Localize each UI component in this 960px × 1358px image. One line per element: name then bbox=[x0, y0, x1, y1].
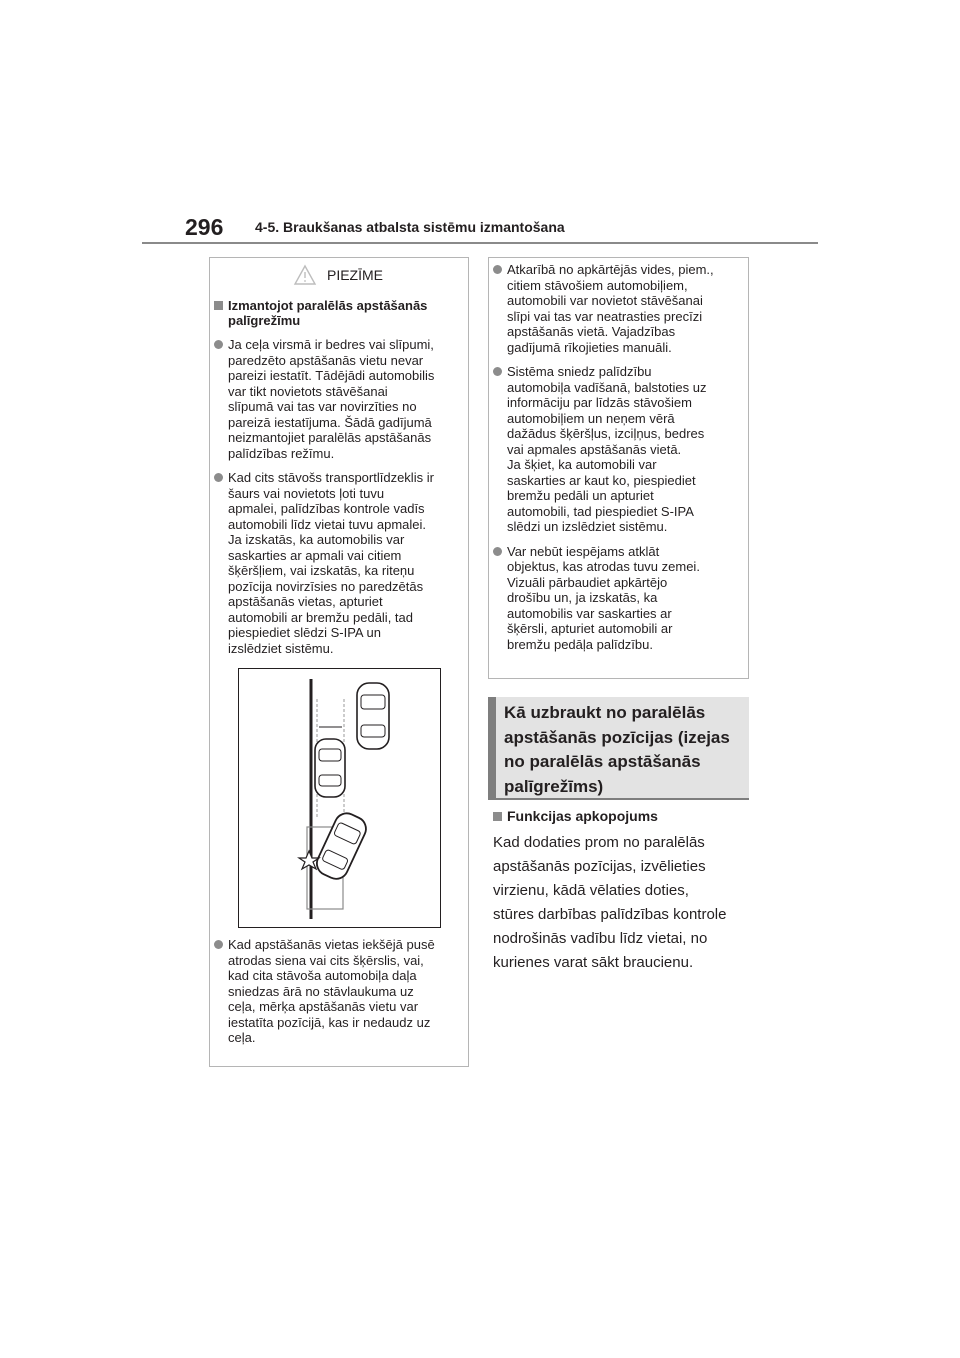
note-box-left bbox=[209, 257, 469, 1067]
maneuvering-car bbox=[313, 809, 370, 882]
note-bullet-2: Kad cits stāvošs transportlīdzeklis ir šaurs vai novietots ļoti tuvu apmalei, palīdzības kontrole vadīs automobili līdz vietai tuvu apmalei. Ja izskatās, ka automobilis var saskarties ar apmali vai citiem šķēršļiem, vai izskatās, ka riteņu pozīcija novirzīsies no paredzētās apstāšanās vietas, apturiet automobili ar bremžu pedāli, tad piespiediet slēdzi S-IPA un izslēdziet sistēmu. bbox=[214, 470, 462, 656]
note-title: PIEZĪME bbox=[326, 267, 383, 283]
header-rule bbox=[142, 242, 818, 244]
chapter-title: 4-5. Braukšanas atbalsta sistēmu izmantošana bbox=[255, 219, 565, 235]
square-bullet-icon bbox=[493, 812, 502, 821]
parked-car-middle bbox=[315, 739, 345, 797]
bullet-dot-icon bbox=[214, 340, 223, 349]
collision-star-icon bbox=[299, 851, 319, 869]
note-bullet-4: Atkarībā no apkārtējās vides, piem., citiem stāvošiem automobiļiem, automobili var novietot stāvēšanai slīpi vai tas var neatrasties precīzi apstāšanās vietā. Vajadzības gadījumā rīkojieties manuāli. bbox=[493, 262, 742, 355]
note-subheading: Izmantojot paralēlās apstāšanās palīgrežīmu bbox=[214, 298, 462, 328]
parking-illustration bbox=[239, 669, 439, 926]
bullet-dot-icon bbox=[214, 940, 223, 949]
page-number: 296 bbox=[185, 214, 224, 240]
note-header bbox=[214, 262, 462, 288]
note-box-right bbox=[488, 257, 749, 679]
bullet-dot-icon bbox=[493, 547, 502, 556]
note-bullet-1: Ja ceļa virsmā ir bedres vai slīpumi, paredzēto apstāšanās vietu nevar pareizi iestatīt. Tādējādi automobilis var tikt novietots stāvēšanai slīpumā vai tas var novirzīties no pareizā iestatījuma. Šādā gadījumā neizmantojiet paralēlās apstāšanās palīdzības režīmu. bbox=[214, 337, 462, 461]
bullet-dot-icon bbox=[493, 367, 502, 376]
parking-diagram bbox=[238, 668, 441, 928]
section-body: Kad dodaties prom no paralēlās apstāšanās pozīcijas, izvēlieties virzienu, kādā vēlaties doties, stūres darbības palīdzības kontrole nodrošinās vadību līdz vietai, no kurienes varat sākt braucienu. bbox=[493, 834, 727, 971]
section-subheading: Funkcijas apkopojums bbox=[493, 808, 658, 824]
bullet-dot-icon bbox=[493, 265, 502, 274]
square-bullet-icon bbox=[214, 301, 223, 310]
note-bullet-5: Sistēma sniedz palīdzību automobiļa vadīšanā, balstoties uz informāciju par līdzās stāvošiem automobiļiem un neņem vērā dažādus šķēršļus, izciļņus, bedres vai apmales apstāšanās vietā. Ja šķiet, ka automobili var saskarties ar kaut ko, piespiediet bremžu pedāli un apturiet automobili, tad piespiediet S-IPA slēdzi un izslēdziet sistēmu. bbox=[493, 364, 742, 535]
note-bullet-3: Kad apstāšanās vietas iekšējā pusē atrodas siena vai cits šķērslis, vai, kad cita stāvoša automobiļa daļa sniedzas ārā no stāvlaukuma uz ceļa, mērķa apstāšanās vietu var iestatīta pozīcijā, kas ir nedaudz uz ceļa. bbox=[214, 937, 462, 1046]
section-heading: Kā uzbraukt no paralēlās apstāšanās pozīcijas (izejas no paralēlās apstāšanās palīgrežīms) bbox=[488, 697, 749, 800]
bullet-dot-icon bbox=[214, 473, 223, 482]
warning-icon bbox=[293, 264, 317, 286]
parked-car-front bbox=[357, 683, 389, 749]
note-bullet-6: Var nebūt iespējams atklāt objektus, kas atrodas tuvu zemei. Vizuāli pārbaudiet apkārtējo drošību un, ja izskatās, ka automobilis var saskarties ar šķērsli, apturiet automobili ar bremžu pedāļa palīdzību. bbox=[493, 544, 742, 653]
